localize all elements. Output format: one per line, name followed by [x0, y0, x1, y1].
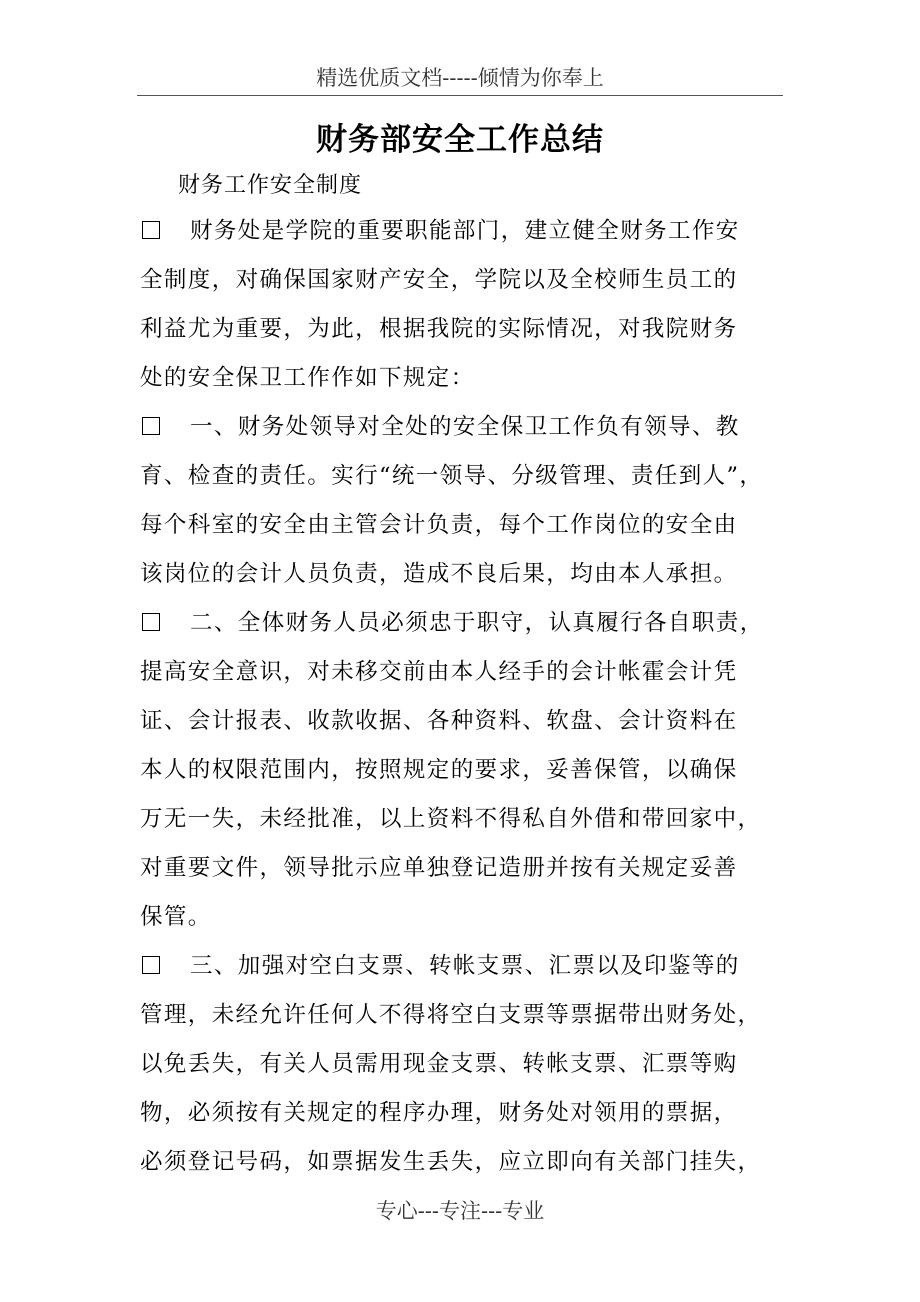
paragraph-line: 每个科室的安全由主管会计负责，每个工作岗位的安全由: [140, 512, 738, 538]
paragraph-line: 本人的权限范围内，按照规定的要求，妥善保管，以确保: [140, 757, 738, 783]
paragraph-line: 提高安全意识，对未移交前由本人经手的会计帐霍会计凭: [140, 659, 738, 685]
paragraph-line: 保管。: [140, 904, 212, 930]
checkbox-icon: [142, 613, 160, 631]
paragraph-line: 证、会计报表、收款收据、各种资料、软盘、会计资料在: [140, 708, 738, 734]
paragraph-line: 全制度，对确保国家财产安全，学院以及全校师生员工的: [140, 267, 738, 293]
paragraph-line: 必须登记号码，如票据发生丢失，应立即向有关部门挂失，: [140, 1149, 762, 1175]
paragraph-line: 以免丢失，有关人员需用现金支票、转帐支票、汇票等购: [140, 1051, 738, 1077]
paragraph-line: 万无一失，未经批准，以上资料不得私自外借和带回家中，: [140, 806, 762, 832]
paragraph-line: 物，必须按有关规定的程序办理，财务处对领用的票据，: [140, 1100, 738, 1126]
paragraph-line: 二、全体财务人员必须忠于职守，认真履行各自职责，: [140, 599, 780, 648]
document-title: 财务部安全工作总结: [316, 122, 604, 158]
page-header: 精选优质文档-----倾情为你奉上: [316, 66, 604, 90]
paragraph-line: 管理，未经允许任何人不得将空白支票等票据带出财务处，: [140, 1002, 762, 1028]
paragraph-line: 对重要文件，领导批示应单独登记造册并按有关规定妥善: [140, 855, 738, 881]
paragraph-line: 处的安全保卫工作作如下规定：: [140, 365, 475, 391]
document-body: [140, 207, 780, 1187]
paragraph-line: 该岗位的会计人员负责，造成不良后果，均由本人承担。: [140, 561, 738, 587]
paragraph-line: 育、检查的责任。实行“统一领导、分级管理、责任到人”，: [140, 463, 764, 489]
document-subtitle: 财务工作安全制度: [178, 173, 363, 198]
page-footer: 专心---专注---专业: [375, 1199, 545, 1223]
paragraph-line: 一、财务处领导对全处的安全保卫工作负有领导、教: [140, 403, 780, 452]
paragraph-line: 财务处是学院的重要职能部门，建立健全财务工作安: [140, 207, 780, 256]
paragraph-line: 利益尤为重要，为此，根据我院的实际情况，对我院财务: [140, 316, 738, 342]
checkbox-icon: [142, 417, 160, 435]
checkbox-icon: [142, 221, 160, 239]
paragraph-line: 三、加强对空白支票、转帐支票、汇票以及印鉴等的: [140, 942, 780, 991]
checkbox-icon: [142, 956, 160, 974]
header-divider: [137, 95, 783, 96]
